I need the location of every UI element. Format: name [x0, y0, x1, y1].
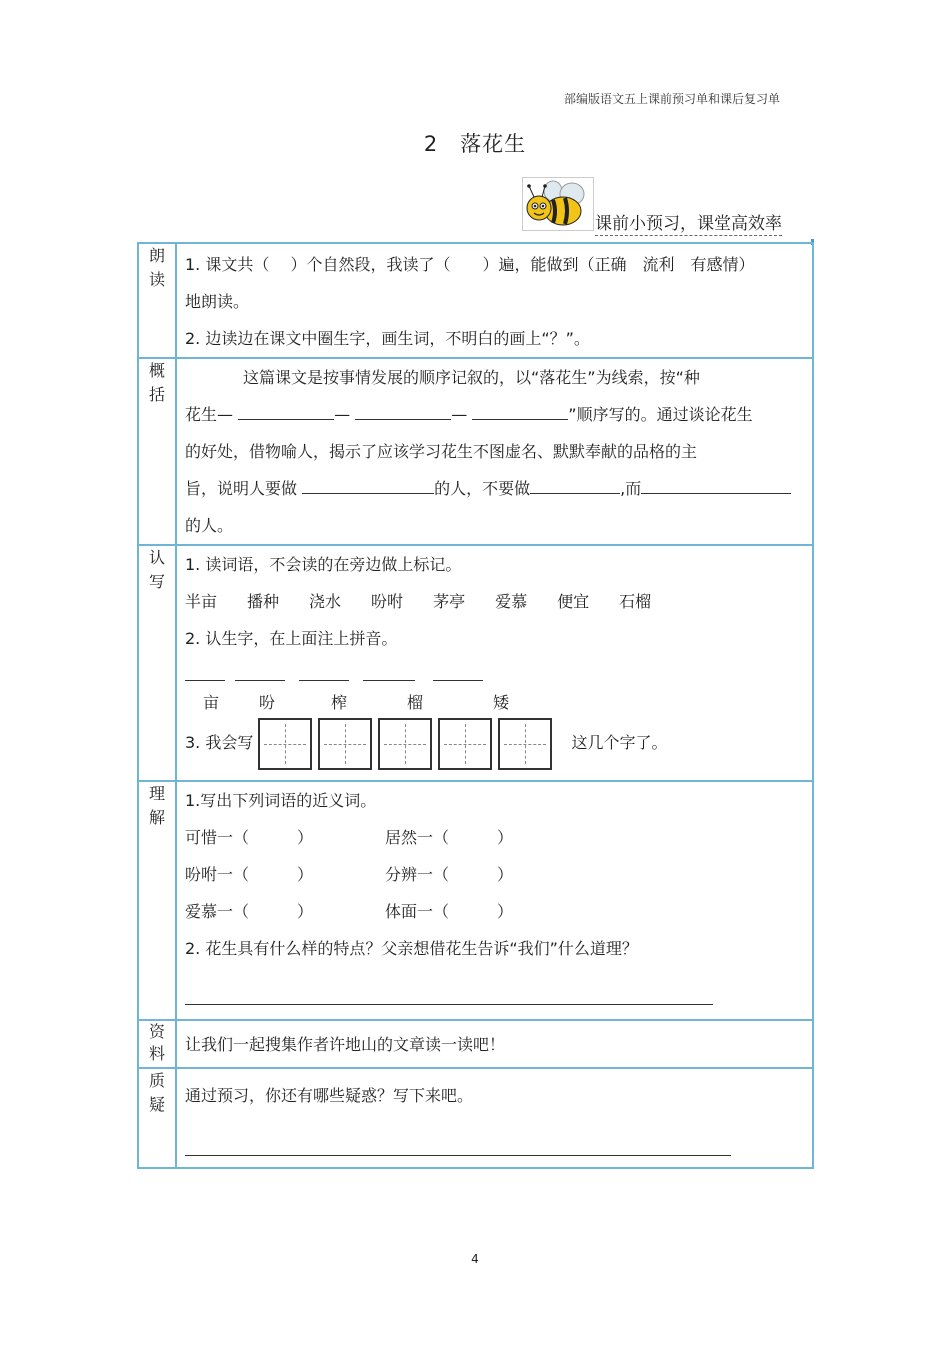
- writing-grid-box[interactable]: [258, 718, 312, 770]
- pinyin-blanks: [185, 657, 812, 691]
- char-list: [185, 691, 812, 715]
- pinyin-blank[interactable]: [299, 664, 349, 681]
- synonym-row: [185, 819, 812, 856]
- synonym-row: [185, 856, 812, 893]
- word-item: 半亩: [185, 592, 218, 611]
- fill-blank[interactable]: [238, 403, 334, 420]
- section-label-langdu: 朗 读: [138, 243, 176, 358]
- synonym-item[interactable]: 居然一（ ）: [385, 828, 514, 847]
- section-label-lijie: 理 解: [138, 781, 176, 1020]
- word-list: [185, 583, 812, 620]
- word-item: 石榴: [619, 592, 652, 611]
- fill-blank[interactable]: [530, 477, 620, 494]
- bee-icon: [522, 177, 594, 231]
- pinyin-blank[interactable]: [433, 664, 483, 681]
- word-item: 茅亭: [433, 592, 466, 611]
- gaikuo-line5: 的人。: [185, 516, 234, 535]
- pinyin-blank[interactable]: [235, 664, 285, 681]
- fill-blank[interactable]: [302, 477, 434, 494]
- row-zhiyi: [138, 1068, 813, 1168]
- worksheet-table: [137, 242, 814, 1169]
- renxie-q2: 2. 认生字，在上面注上拼音。: [185, 629, 398, 648]
- synonym-row: [185, 893, 812, 930]
- word-item: 吩咐: [371, 592, 404, 611]
- renxie-q1: 1. 读词语，不会读的在旁边做上标记。: [185, 555, 462, 574]
- page-number: 4: [471, 1252, 479, 1266]
- synonym-item[interactable]: 可惜一（ ）: [185, 828, 314, 847]
- page-title: [0, 128, 950, 158]
- fill-blank[interactable]: [472, 403, 568, 420]
- writing-row: 3. 我会写 这几个字了。: [185, 715, 812, 771]
- synonym-item[interactable]: 爱慕一（ ）: [185, 902, 314, 921]
- pinyin-blank[interactable]: [363, 664, 415, 681]
- gaikuo-line1: 这篇课文是按事情发展的顺序记叙的，以“落花生”为线索，按“种: [243, 368, 700, 387]
- synonym-item[interactable]: 体面一（ ）: [385, 902, 514, 921]
- gaikuo-line3: 的好处，借物喻人，揭示了应该学习花生不图虚名、默默奉献的品格的主: [185, 442, 698, 461]
- word-item: 便宜: [557, 592, 590, 611]
- synonym-item[interactable]: 吩咐一（ ）: [185, 865, 314, 884]
- lijie-q1: 1.写出下列词语的近义词。: [185, 791, 377, 810]
- header-note: 部编版语文五上课前预习单和课后复习单: [563, 92, 780, 106]
- synonym-item[interactable]: 分辨一（ ）: [385, 865, 514, 884]
- section-content-renxie: [176, 545, 813, 781]
- langdu-line1-cont: 地朗读。: [185, 292, 250, 311]
- section-label-renxie: 认 写: [138, 545, 176, 781]
- section-content-gaikuo: [176, 358, 813, 545]
- lesson-title: 落花生: [460, 132, 527, 156]
- section-label-gaikuo: 概 括: [138, 358, 176, 545]
- word-item: 播种: [247, 592, 280, 611]
- zhiyi-text: 通过预习，你还有哪些疑惑？写下来吧。: [185, 1086, 474, 1105]
- writing-grid-box[interactable]: [498, 718, 552, 770]
- slogan: 课前小预习，课堂高效率: [595, 209, 782, 236]
- ziliao-text: 让我们一起搜集作者许地山的文章读一读吧！: [185, 1034, 506, 1054]
- section-content-zhiyi: [176, 1068, 813, 1168]
- row-gaikuo: [138, 358, 813, 545]
- gaikuo-line4: 旨，说明人要做 的人，不要做 ,而: [185, 470, 812, 507]
- word-item: 浇水: [309, 592, 342, 611]
- row-lijie: [138, 781, 813, 1020]
- row-langdu: [138, 243, 813, 358]
- writing-grid-box[interactable]: [318, 718, 372, 770]
- writing-grid-box[interactable]: [438, 718, 492, 770]
- char-item: 矮: [493, 693, 510, 712]
- answer-line[interactable]: [185, 1004, 713, 1005]
- row-renxie: [138, 545, 813, 781]
- char-item: 榨: [331, 693, 348, 712]
- fill-blank[interactable]: [641, 477, 791, 494]
- section-label-zhiyi: 质 疑: [138, 1068, 176, 1168]
- pinyin-blank[interactable]: [185, 664, 225, 681]
- char-item: 吩: [259, 693, 276, 712]
- langdu-line1: 1. 课文共（ ）个自然段，我读了（ ）遍，能做到（正确 流利 有感情）: [185, 255, 755, 274]
- answer-line[interactable]: [185, 1155, 731, 1156]
- word-item: 爱慕: [495, 592, 528, 611]
- langdu-line2: 2. 边读边在课文中圈生字，画生词，不明白的画上“？”。: [185, 329, 590, 348]
- section-content-ziliao: [176, 1020, 813, 1068]
- row-ziliao: [138, 1020, 813, 1068]
- section-content-langdu: [176, 243, 813, 358]
- section-label-ziliao: 资 料: [138, 1020, 176, 1068]
- writing-grid-box[interactable]: [378, 718, 432, 770]
- char-item: 亩: [203, 693, 220, 712]
- lijie-q2: 2. 花生具有什么样的特点？父亲想借花生告诉“我们”什么道理？: [185, 939, 638, 958]
- char-item: 榴: [407, 693, 424, 712]
- lesson-number: 2: [423, 132, 439, 156]
- section-content-lijie: [176, 781, 813, 1020]
- fill-blank[interactable]: [355, 403, 451, 420]
- gaikuo-line2: 花生— — — ”顺序写的。通过谈论花生: [185, 405, 753, 424]
